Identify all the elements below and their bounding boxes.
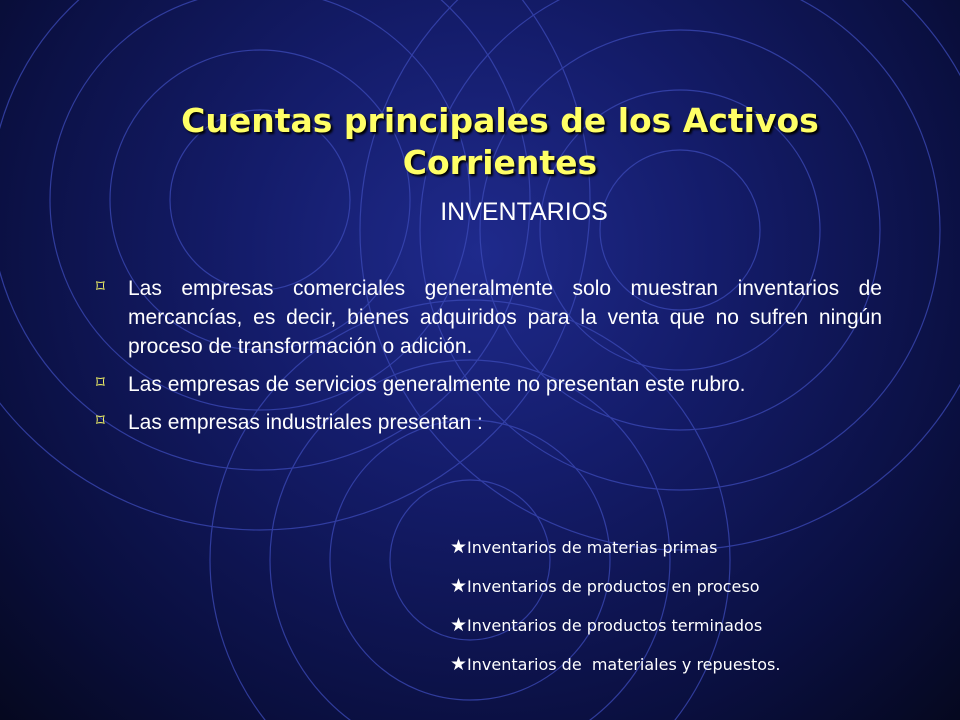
inventory-type-item bbox=[450, 577, 780, 616]
inventory-type-text: Inventarios de productos terminados bbox=[467, 616, 763, 635]
star-icon: ★ bbox=[450, 653, 468, 675]
bullet-text: Las empresas de servicios generalmente no presentan este rubro. bbox=[128, 373, 746, 396]
inventory-type-text: Inventarios de materias primas bbox=[467, 538, 718, 557]
inventory-type-item bbox=[450, 538, 780, 577]
scroll-bullet-icon: ⌑ bbox=[96, 411, 105, 430]
bullet-text: Las empresas industriales presentan : bbox=[128, 411, 483, 434]
inventory-types-list bbox=[450, 538, 780, 694]
bullet-text: Las empresas comerciales generalmente solo muestran inventarios de mercancías, es decir, bienes adquiridos para la venta que no sufren ningún proceso de transformación o adición. bbox=[128, 277, 882, 358]
inventory-type-text: Inventarios de productos en proceso bbox=[467, 577, 760, 596]
star-icon: ★ bbox=[450, 575, 468, 597]
bullet-item bbox=[96, 274, 882, 361]
slide-subtitle: INVENTARIOS bbox=[440, 198, 608, 226]
scroll-bullet-icon: ⌑ bbox=[96, 277, 105, 296]
inventory-type-item bbox=[450, 655, 780, 694]
bullet-item bbox=[96, 408, 882, 437]
inventory-type-item bbox=[450, 616, 780, 655]
star-icon: ★ bbox=[450, 536, 468, 558]
bullet-list bbox=[96, 274, 882, 446]
slide-title: Cuentas principales de los Activos Corrientes bbox=[181, 101, 819, 182]
star-icon: ★ bbox=[450, 614, 468, 636]
scroll-bullet-icon: ⌑ bbox=[96, 373, 105, 392]
inventory-type-text: Inventarios de materiales y repuestos. bbox=[467, 655, 781, 674]
bullet-item bbox=[96, 370, 882, 399]
